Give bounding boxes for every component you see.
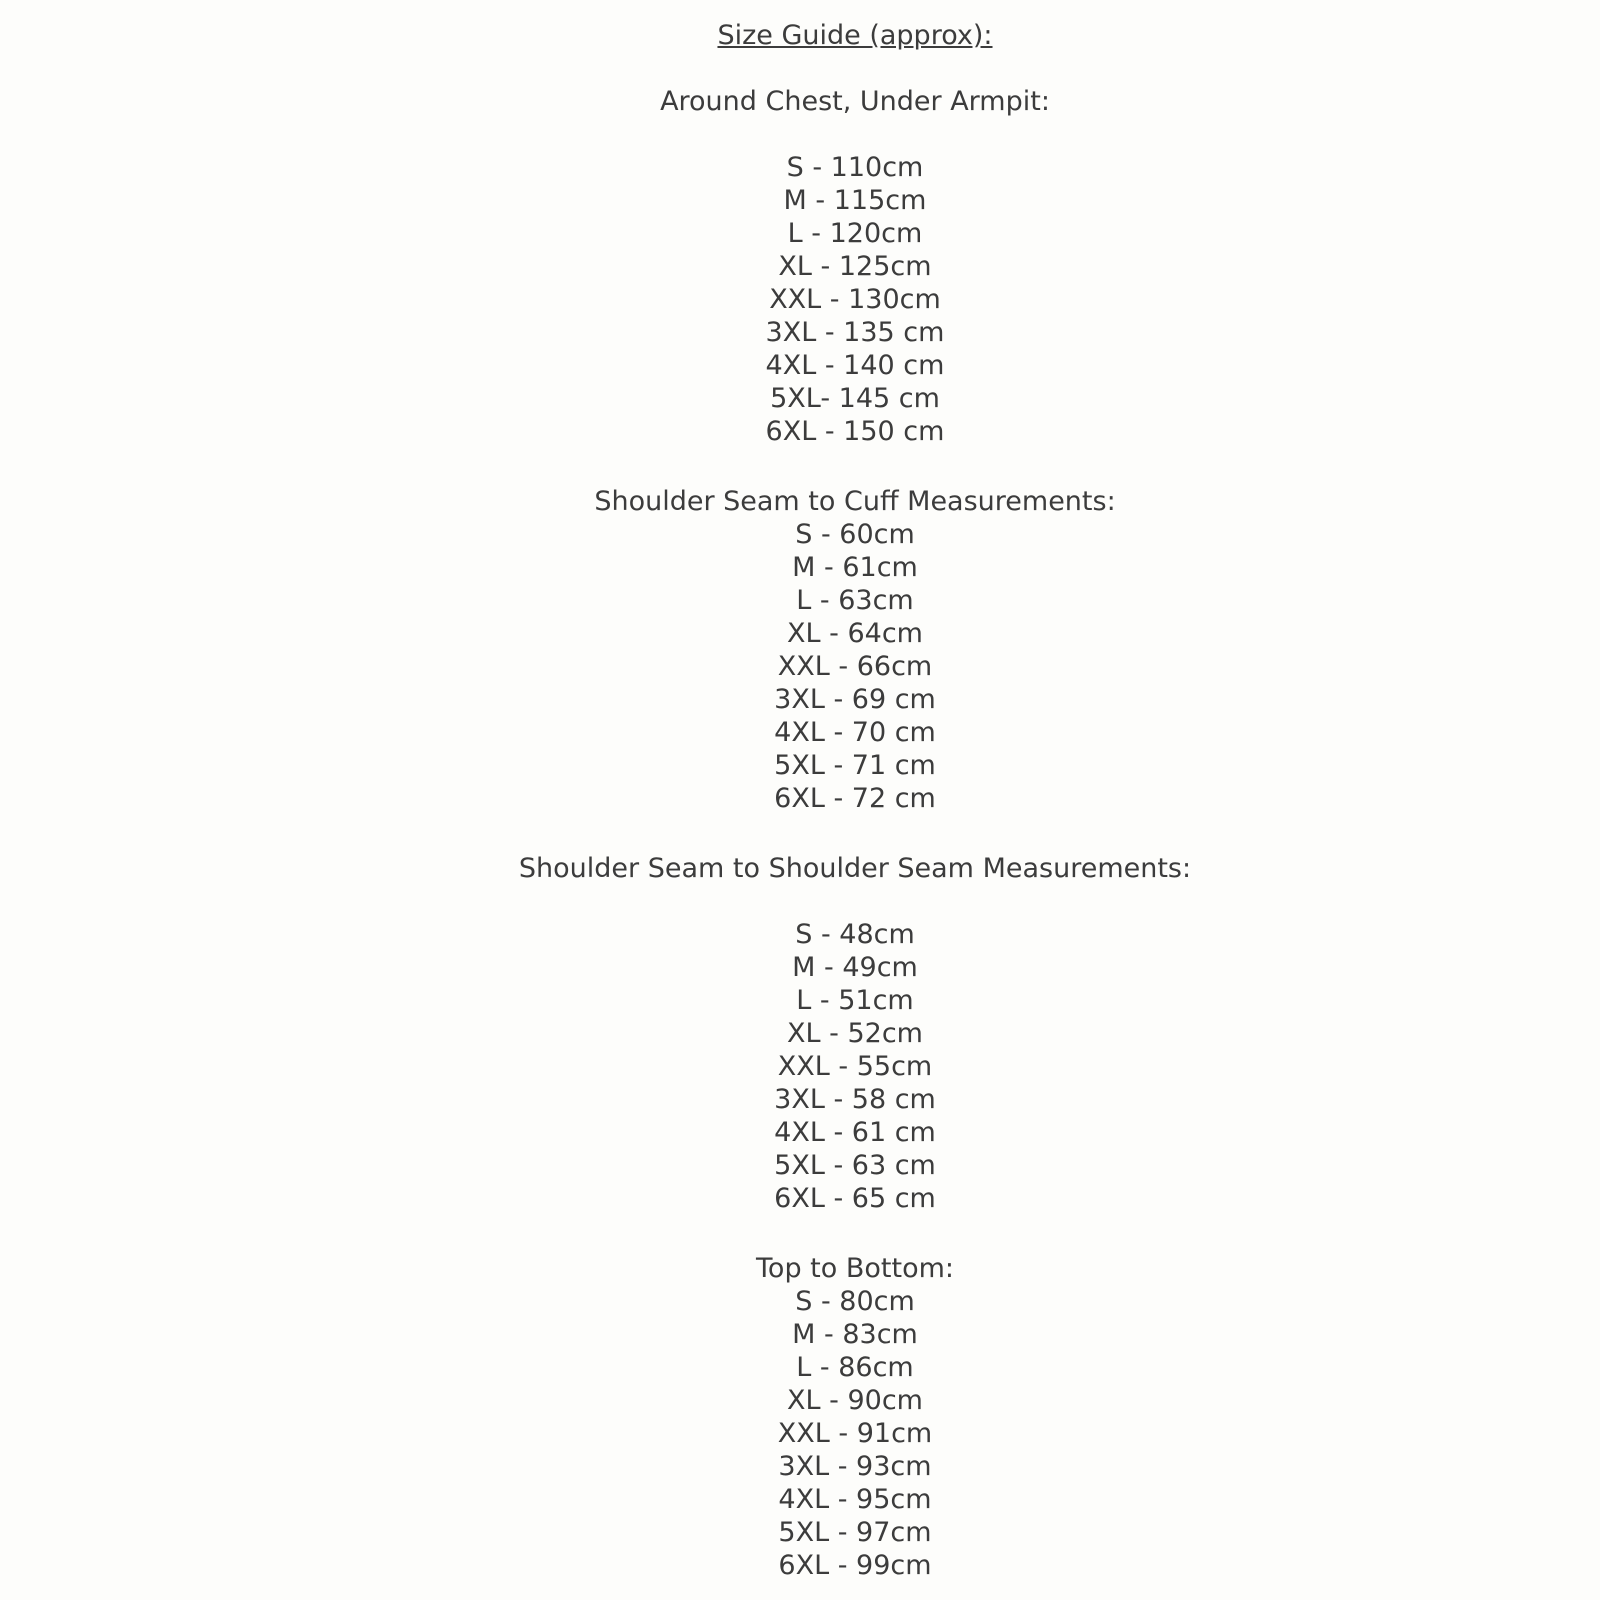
size-row: XXL - 130cm (769, 284, 941, 315)
spacer (110, 448, 1600, 481)
section-heading: Shoulder Seam to Cuff Measurements: (594, 486, 1116, 517)
size-row: 4XL - 61 cm (774, 1117, 936, 1148)
size-row: 3XL - 69 cm (774, 684, 936, 715)
size-row: XXL - 66cm (777, 651, 933, 682)
size-row: 5XL - 71 cm (774, 750, 936, 781)
size-row: M - 83cm (792, 1319, 918, 1350)
size-row: XXL - 91cm (777, 1418, 933, 1449)
size-row: 3XL - 135 cm (765, 317, 945, 348)
size-row: M - 61cm (792, 552, 918, 583)
size-row: 4XL - 95cm (778, 1484, 932, 1515)
size-row: S - 80cm (795, 1286, 915, 1317)
size-row: L - 51cm (796, 985, 914, 1016)
spacer (110, 885, 1600, 918)
size-row: XL - 90cm (787, 1385, 923, 1416)
spacer (110, 118, 1600, 151)
size-row: 6XL - 72 cm (774, 783, 936, 814)
spacer (110, 815, 1600, 848)
size-row: XL - 52cm (787, 1018, 923, 1049)
section-top-to-bottom (110, 1252, 1600, 1582)
size-row: 4XL - 70 cm (774, 717, 936, 748)
size-row: M - 115cm (783, 185, 927, 216)
size-row: 6XL - 99cm (778, 1550, 932, 1581)
size-row: 3XL - 58 cm (774, 1084, 936, 1115)
size-row: XXL - 55cm (777, 1051, 933, 1082)
size-row: 3XL - 93cm (778, 1451, 932, 1482)
spacer (110, 52, 1600, 85)
section-heading: Top to Bottom: (756, 1253, 954, 1284)
section-shoulder-to-shoulder (110, 852, 1600, 1215)
size-row: XL - 64cm (787, 618, 923, 649)
size-guide-document (110, 19, 1600, 1582)
section-around-chest (110, 85, 1600, 448)
size-row: M - 49cm (792, 952, 918, 983)
size-row: L - 120cm (787, 218, 923, 249)
size-row: L - 63cm (796, 585, 914, 616)
size-row: 5XL - 63 cm (774, 1150, 936, 1181)
size-row: L - 86cm (796, 1352, 914, 1383)
size-row: 6XL - 65 cm (774, 1183, 936, 1214)
size-row: S - 60cm (795, 519, 915, 550)
size-row: S - 110cm (786, 152, 924, 183)
section-shoulder-to-cuff (110, 485, 1600, 815)
size-row: 5XL- 145 cm (770, 383, 940, 414)
size-row: 4XL - 140 cm (765, 350, 945, 381)
size-row: S - 48cm (795, 919, 915, 950)
section-heading: Around Chest, Under Armpit: (660, 86, 1050, 117)
size-row: XL - 125cm (778, 251, 932, 282)
page-title: Size Guide (approx): (717, 20, 993, 51)
spacer (110, 1215, 1600, 1248)
size-row: 5XL - 97cm (778, 1517, 932, 1548)
section-heading: Shoulder Seam to Shoulder Seam Measurements: (518, 853, 1192, 884)
size-row: 6XL - 150 cm (765, 416, 945, 447)
